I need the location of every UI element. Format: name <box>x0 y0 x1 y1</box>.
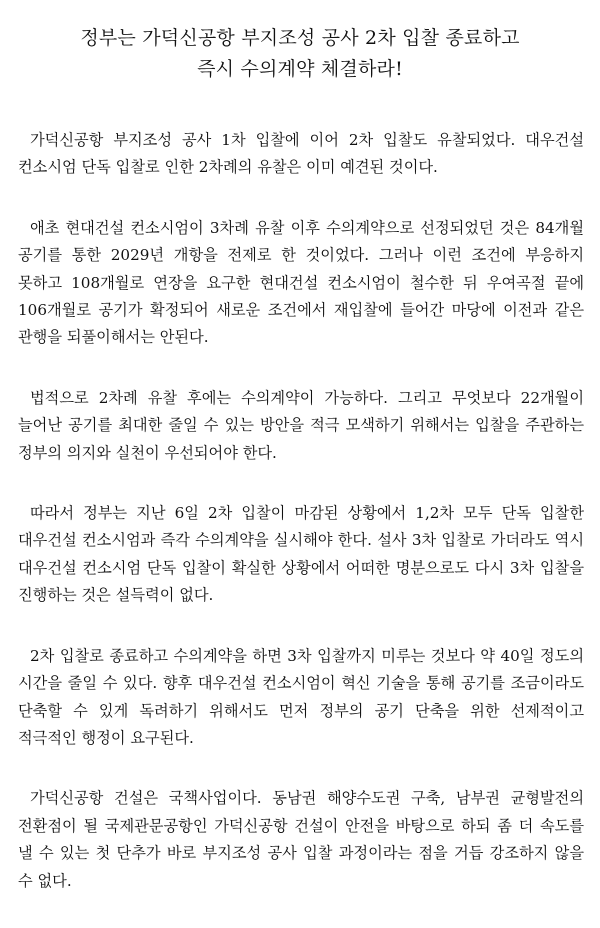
paragraph-3: 법적으로 2차례 유찰 후에는 수의계약이 가능하다. 그리고 무엇보다 22개월이 늘어난 공기를 최대한 줄일 수 있는 방안을 적극 모색하기 위해서는 입찰을 주관하는 정부의 의지와 실천이 우선되어야 한다. <box>18 388 584 462</box>
paragraph-1: 가덕신공항 부지조성 공사 1차 입찰에 이어 2차 입찰도 유찰되었다. 대우건설 컨소시엄 단독 입찰로 인한 2차례의 유찰은 이미 예견된 것이다. <box>18 131 584 177</box>
title-line-2: 즉시 수의계약 체결하라! <box>197 57 403 80</box>
document-title <box>0 23 600 85</box>
document-body <box>18 127 584 928</box>
paragraph-5: 2차 입찰로 종료하고 수의계약을 하면 3차 입찰까지 미루는 것보다 약 40일 정도의 시간을 줄일 수 있다. 향후 대우건설 컨소시엄이 혁신 기술을 통해 공기를 조금이라도 단축할 수 있게 독려하기 위해서도 먼저 정부의 공기 단축을 위한 선제적이고 적극적인 행정이 요구된다. <box>18 646 584 747</box>
title-line-1: 정부는 가덕신공항 부지조성 공사 2차 입찰 종료하고 <box>80 26 520 49</box>
paragraph-4: 따라서 정부는 지난 6일 2차 입찰이 마감된 상황에서 1,2차 모두 단독 입찰한 대우건설 컨소시엄과 즉각 수의계약을 실시해야 한다. 설사 3차 입찰로 가더라도 역시 대우건설 컨소시엄 단독 입찰이 확실한 상황에서 어떠한 명분으로도 다시 3차 입찰을 진행하는 것은 설득력이 없다. <box>18 504 584 605</box>
paragraph-6: 가덕신공항 건설은 국책사업이다. 동남권 해양수도권 구축, 남부권 균형발전의 전환점이 될 국제관문공항인 가덕신공항 건설이 안전을 바탕으로 하되 좀 더 속도를 낼 수 있는 첫 단추가 바로 부지조성 공사 입찰 과정이라는 점을 거듭 강조하지 않을 수 없다. <box>18 789 584 890</box>
paragraph-2: 애초 현대건설 컨소시엄이 3차례 유찰 이후 수의계약으로 선정되었던 것은 84개월 공기를 통한 2029년 개항을 전제로 한 것이었다. 그러나 이런 조건에 부응하지 못하고 108개월로 연장을 요구한 현대건설 컨소시엄이 철수한 뒤 우여곡절 끝에 106개월로 공기가 확정되어 새로운 조건에서 재입찰에 들어간 마당에 이전과 같은 관행을 되풀이해서는 안된다. <box>18 218 584 347</box>
